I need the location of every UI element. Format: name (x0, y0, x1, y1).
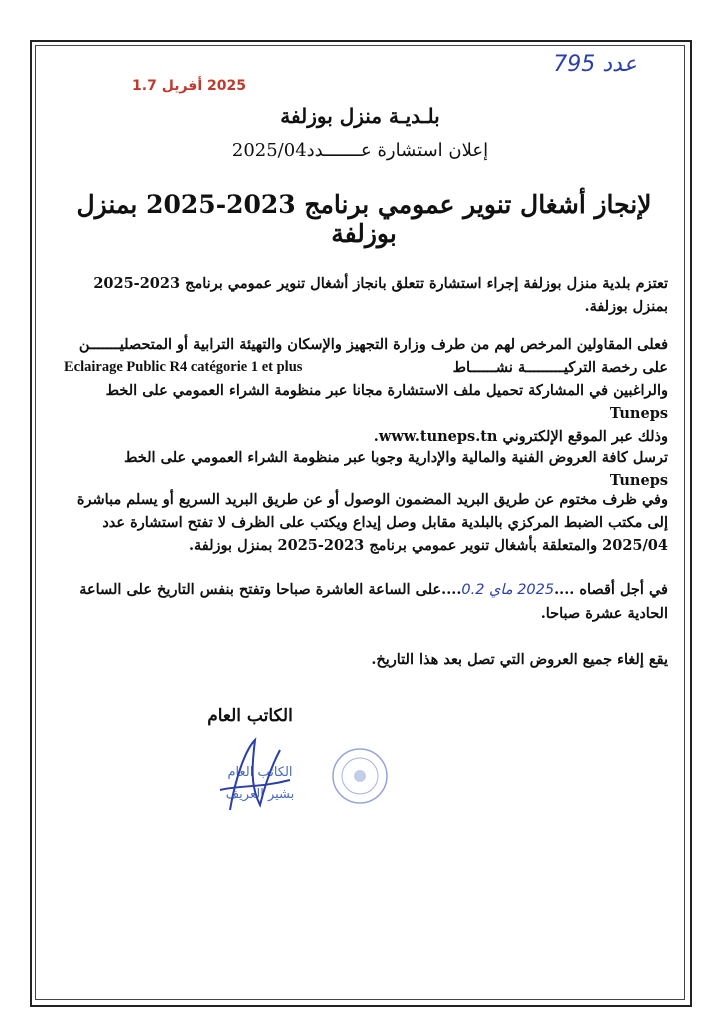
eligibility-line-4: وذلك عبر الموقع الإلكتروني www.tuneps.tn. (373, 428, 668, 445)
deadline-prefix: في أجل أقصاه .... (554, 581, 668, 598)
stamp-line-1: الكاتب العام (227, 765, 293, 780)
document-title: لإنجاز أشغال تنوير عمومي برنامج 2023-2025 بمنزل بوزلفة (76, 190, 652, 248)
handwritten-signature (200, 730, 300, 820)
municipality-name: بلـديـة منزل بوزلفة (280, 104, 440, 128)
paragraph-intro: تعتزم بلدية منزل بوزلفة إجراء استشارة تتعلق بانجاز أشغال تنوير عمومي برنامج 2023-2025 بمنزل بوزلفة. (93, 275, 668, 315)
eligibility-line-2 (64, 356, 668, 379)
deadline-date: 2025 ماي 0.2 (461, 582, 555, 598)
license-category: Eclairage Public R4 catégorie 1 et plus (64, 359, 303, 375)
paragraph-submission: ترسل كافة العروض الفنية والمالية والإدارية وجوبا عبر منظومة الشراء العمومي على الخط Tuneps (124, 449, 668, 489)
official-seal-icon (330, 746, 390, 806)
signatory-title: الكاتب العام (207, 706, 293, 726)
stamp-line-2: بشير العريف (225, 787, 295, 802)
license-label: على رخصة التركيـــــــــة نشــــــاط (452, 359, 668, 376)
eligibility-line-1: فعلى المقاولين المرخص لهم من طرف وزارة التجهيز والإسكان والتهيئة الترابية أو المتحصليـــــــن (78, 336, 668, 353)
paragraph-eligibility (64, 333, 668, 448)
paragraph-envelope: وفي ظرف مختوم عن طريق البريد المضمون الوصول أو عن طريق البريد السريع أو يسلم مباشرة إلى مكتب الضبط المركزي بالبلدية مقابل وصل إيداع ويكتب على الظرف لا تفتح استشارة عدد 2025/04 والمتعلقة بأشغال تنوير عمومي برنامج 2023-2025 بمنزل بوزلفة. (76, 491, 668, 554)
paragraph-deadline (64, 578, 668, 625)
date-stamp: 2025 أفريل 1.7 (132, 78, 246, 94)
eligibility-line-3: والراغبين في المشاركة تحميل ملف الاستشارة مجانا عبر منظومة الشراء العمومي على الخط Tuneps (105, 382, 668, 422)
consultation-number: إعلان استشارة عـــــــدد2025/04 (231, 140, 489, 161)
registration-number: عدد 795 (553, 52, 637, 77)
deadline-suffix: ....على الساعة العاشرة صباحا وتفتح بنفس التاريخ على الساعة الحادية عشرة صباحا. (79, 581, 668, 622)
paragraph-cancellation: يقع إلغاء جميع العروض التي تصل بعد هذا التاريخ. (371, 651, 668, 668)
